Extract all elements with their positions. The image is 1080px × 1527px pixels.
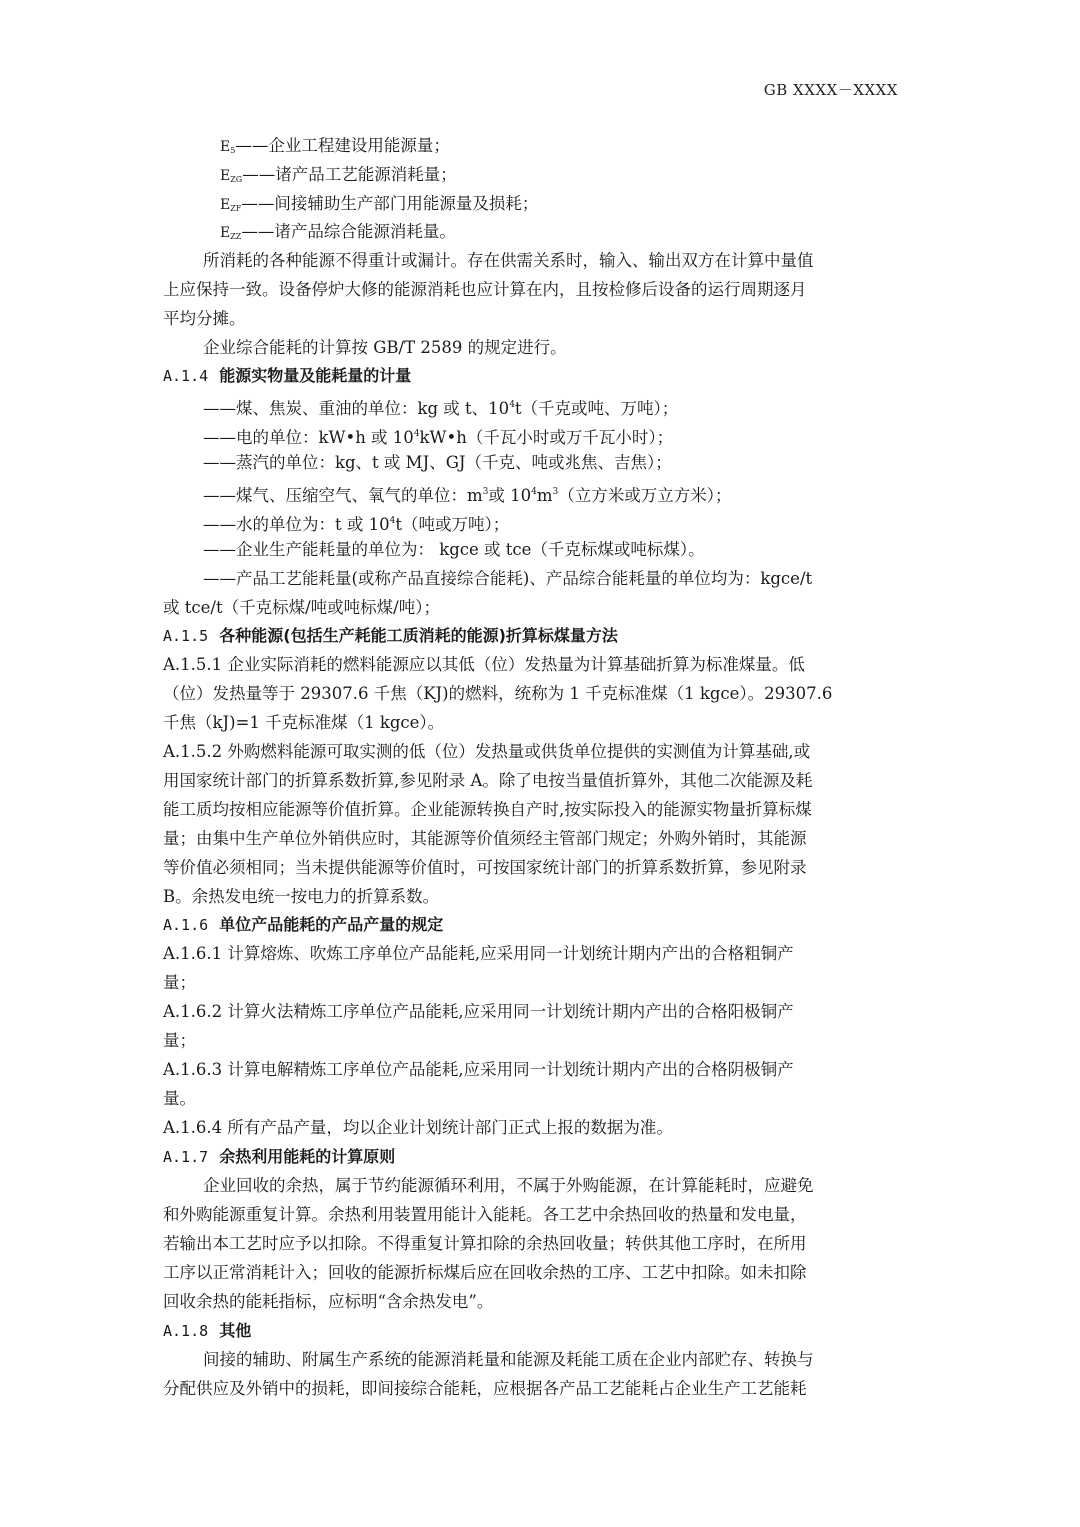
section-heading — [163, 366, 918, 386]
section-heading — [163, 1147, 918, 1167]
symbol: E — [220, 225, 231, 241]
section-title: 能源实物量及能耗量的计量 — [219, 366, 412, 385]
section-number: A.1.8 — [163, 1322, 209, 1340]
section-title: 其他 — [219, 1321, 252, 1340]
section-title: 各种能源(包括生产耗能工质消耗的能源)折算标煤量方法 — [219, 626, 618, 645]
paragraph-line: 企业综合能耗的计算按 GB/T 2589 的规定进行。 — [203, 338, 567, 357]
symbol: E — [220, 197, 231, 213]
paragraph-line: 所消耗的各种能源不得重计或漏计。存在供需关系时，输入、输出双方在计算中量值 — [203, 251, 814, 270]
superscript: 3 — [552, 487, 559, 497]
section-number: A.1.6 — [163, 916, 209, 934]
list-item: ——企业生产能耗量的单位为： kgce 或 tce（千克标煤或吨标煤）。 — [203, 540, 705, 559]
list-item — [203, 482, 958, 506]
item-text: ——水的单位为：t 或 10 — [203, 515, 390, 534]
section-number: A.1.4 — [163, 367, 209, 385]
section-heading — [163, 626, 918, 646]
item-text: t（千克或吨、万吨）； — [514, 399, 679, 418]
paragraph-line: 平均分摊。 — [163, 309, 246, 328]
item-text: （立方米或万立方米）； — [558, 486, 732, 505]
paragraph-line: 用国家统计部门的折算系数折算,参见附录 A。除了电按当量值折算外，其他二次能源及耗 — [163, 771, 813, 790]
list-item: ——蒸汽的单位：kg、t 或 MJ、GJ（千克、吨或兆焦、吉焦）； — [203, 453, 672, 472]
item-text: t（吨或万吨）； — [395, 515, 510, 534]
list-item: ——产品工艺能耗量(或称产品直接综合能耗)、产品综合能耗量的单位均为：kgce/t — [203, 569, 813, 588]
standard-code: GB XXXX－XXXX — [763, 81, 898, 99]
paragraph-line: A.1.6.4 所有产品产量，均以企业计划统计部门正式上报的数据为准。 — [163, 1118, 673, 1137]
definition-line — [220, 194, 975, 219]
definition-line — [220, 136, 975, 161]
paragraph-line: 千焦（kJ)=1 千克标准煤（1 kgce）。 — [163, 713, 445, 732]
paragraph-line: 工序以正常消耗计入；回收的能源折标煤后应在回收余热的工序、工艺中扣除。如未扣除 — [163, 1263, 807, 1282]
paragraph-line: 上应保持一致。设备停炉大修的能源消耗也应计算在内，且按检修后设备的运行周期逐月 — [163, 280, 807, 299]
paragraph-line: 量；由集中生产单位外销供应时，其能源等价值须经主管部门规定；外购外销时，其能源 — [163, 829, 807, 848]
section-title: 单位产品能耗的产品产量的规定 — [219, 915, 444, 934]
definition-line — [220, 222, 975, 247]
symbol: E — [220, 139, 231, 155]
item-text: ——煤、焦炭、重油的单位：kg 或 t、10 — [203, 399, 510, 418]
paragraph-line: 量； — [163, 1031, 196, 1050]
superscript: 3 — [482, 487, 489, 497]
paragraph-line: A.1.5.2 外购燃料能源可取实测的低（位）发热量或供货单位提供的实测值为计算基础,或 — [163, 742, 811, 761]
paragraph-line: 等价值必须相同；当未提供能源等价值时，可按国家统计部门的折算系数折算，参见附录 — [163, 858, 807, 877]
paragraph-line: 若输出本工艺时应予以扣除。不得重复计算扣除的余热回收量；转供其他工序时，在所用 — [163, 1234, 807, 1253]
paragraph-line: A.1.6.3 计算电解精炼工序单位产品能耗,应采用同一计划统计期内产出的合格阴极铜产 — [163, 1060, 794, 1079]
list-item — [203, 424, 958, 448]
section-title: 余热利用能耗的计算原则 — [219, 1147, 396, 1166]
item-text: ——电的单位：kW•h 或 10 — [203, 428, 414, 447]
item-text: ——煤气、压缩空气、氧气的单位：m — [203, 486, 483, 505]
section-heading — [163, 1321, 918, 1341]
item-text: 或 10 — [488, 486, 532, 505]
superscript: 4 — [531, 487, 537, 497]
symbol: E — [220, 168, 231, 184]
superscript: 4 — [413, 429, 420, 439]
superscript: 4 — [389, 516, 396, 526]
paragraph-line: 回收余热的能耗指标，应标明“含余热发电”。 — [163, 1292, 494, 1311]
paragraph-line: A.1.6.1 计算熔炼、吹炼工序单位产品能耗,应采用同一计划统计期内产出的合格粗铜产 — [163, 944, 794, 963]
definition-text: ——诸产品综合能源消耗量。 — [241, 222, 456, 241]
paragraph-line: （位）发热量等于 29307.6 千焦（KJ)的燃料，统称为 1 千克标准煤（1 kgce）。29307.6 — [163, 684, 833, 703]
definition-text: ——间接辅助生产部门用能源量及损耗； — [241, 194, 539, 213]
item-text: kW•h（千瓦小时或万千瓦小时）； — [419, 428, 674, 447]
paragraph-line: 量； — [163, 973, 196, 992]
paragraph-line: B。余热发电统一按电力的折算系数。 — [163, 887, 440, 906]
section-number: A.1.5 — [163, 627, 209, 645]
subscript: ZG — [230, 175, 243, 184]
definition-line — [220, 165, 975, 190]
paragraph-line: 和外购能源重复计算。余热利用装置用能计入能耗。各工艺中余热回收的热量和发电量， — [163, 1205, 807, 1224]
section-heading — [163, 915, 918, 935]
section-number: A.1.7 — [163, 1148, 209, 1166]
paragraph-line: 间接的辅助、附属生产系统的能源消耗量和能源及耗能工质在企业内部贮存、转换与 — [203, 1350, 814, 1369]
paragraph-line: 企业回收的余热，属于节约能源循环利用，不属于外购能源，在计算能耗时，应避免 — [203, 1176, 814, 1195]
superscript: 4 — [509, 400, 515, 410]
paragraph-line: A.1.5.1 企业实际消耗的燃料能源应以其低（位）发热量为计算基础折算为标准煤量。低 — [163, 655, 805, 674]
subscript: ZF — [230, 204, 242, 213]
subscript: ZZ — [230, 232, 242, 241]
paragraph-line: A.1.6.2 计算火法精炼工序单位产品能耗,应采用同一计划统计期内产出的合格阳极铜产 — [163, 1002, 794, 1021]
list-item-continuation: 或 tce/t（千克标煤/吨或吨标煤/吨）； — [163, 598, 440, 617]
paragraph-line: 能工质均按相应能源等价值折算。企业能源转换自产时,按实际投入的能源实物量折算标煤 — [163, 800, 812, 819]
list-item — [203, 395, 958, 419]
subscript: 5 — [230, 146, 236, 155]
paragraph-line: 分配供应及外销中的损耗，即间接综合能耗，应根据各产品工艺能耗占企业生产工艺能耗 — [163, 1379, 807, 1398]
definition-text: ——企业工程建设用能源量； — [235, 136, 450, 155]
item-text: m — [536, 486, 553, 505]
paragraph-line: 量。 — [163, 1089, 196, 1108]
list-item — [203, 511, 958, 535]
definition-text: ——诸产品工艺能源消耗量； — [242, 165, 457, 184]
